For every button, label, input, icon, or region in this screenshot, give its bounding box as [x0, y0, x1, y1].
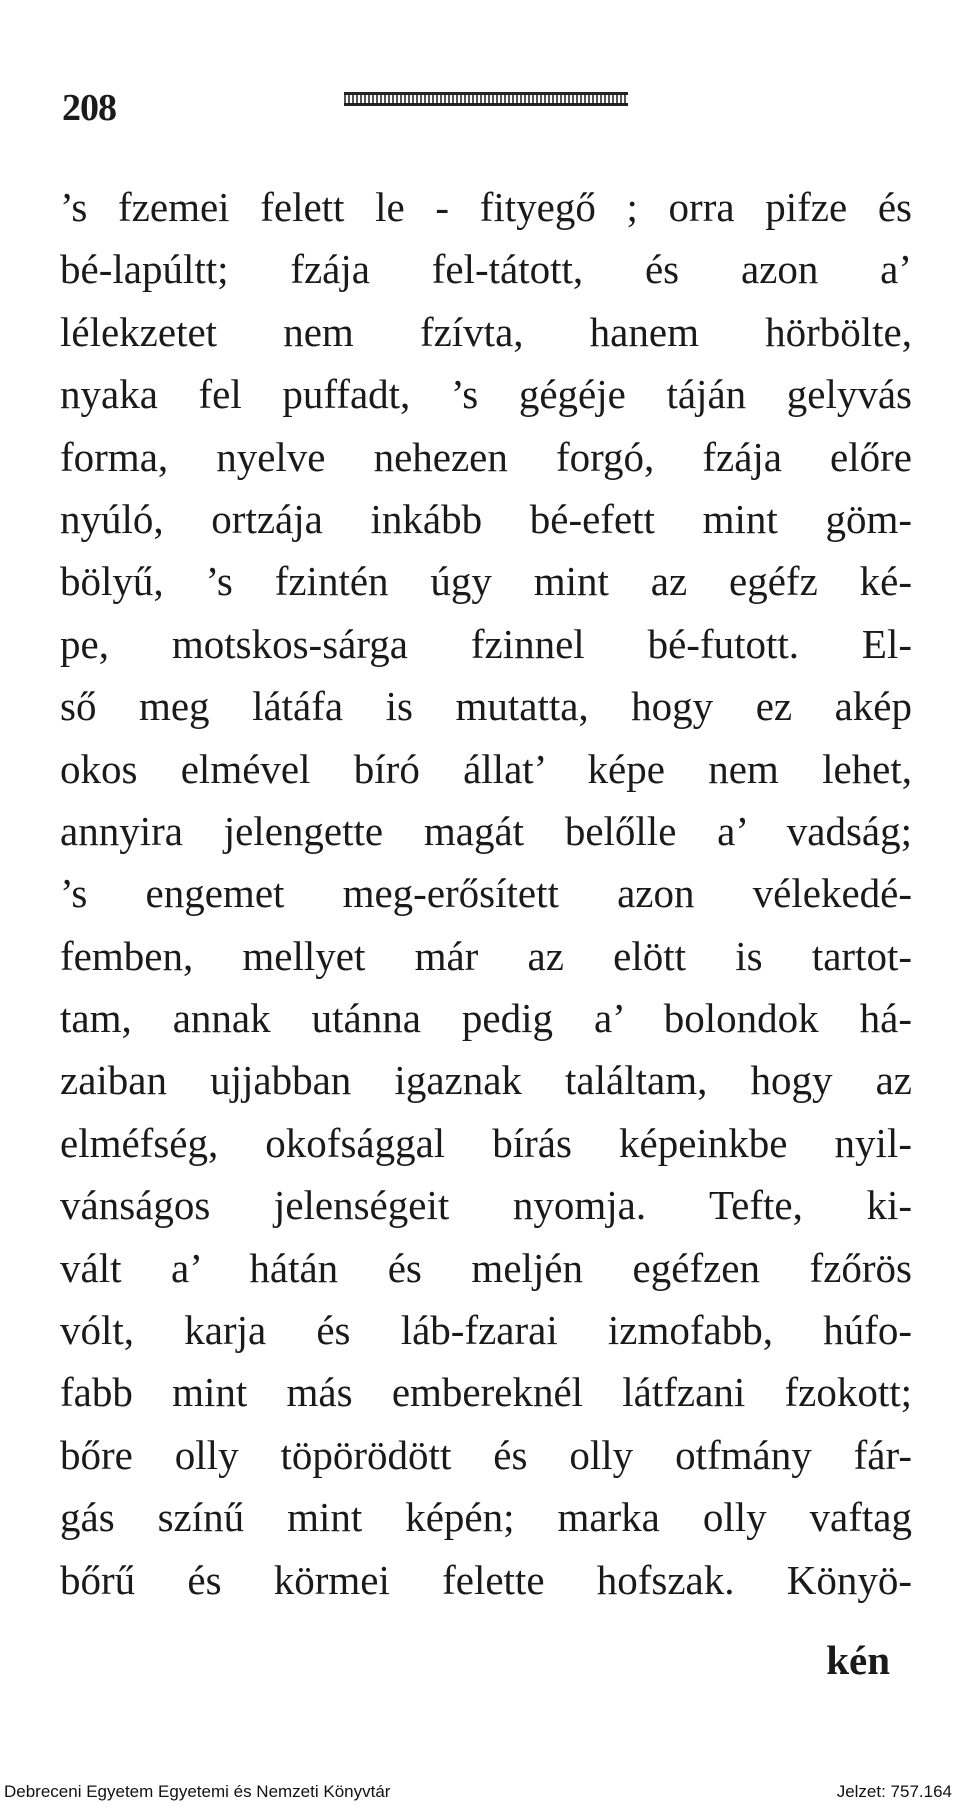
text-line: bölyű, ’s fzintén úgy mint az egéfz ké-: [60, 558, 912, 605]
text-line: annyira jelengette magát belőlle a’ vadság;: [60, 807, 912, 854]
catchword: kén: [826, 1637, 890, 1683]
text-line: bé-lapúltt; fzája fel-tátott, és azon a’: [60, 246, 912, 293]
text-line: tam, annak utánna pedig a’ bolondok há-: [60, 995, 912, 1042]
text-line: gás színű mint képén; marka olly vaftag: [60, 1494, 912, 1541]
text-line: femben, mellyet már az elött is tartot-: [60, 932, 912, 979]
text-line: lélekzetet nem fzívta, hanem hörbölte,: [60, 308, 912, 355]
text-line: bőrű és körmei felette hofszak. Könyö-: [60, 1556, 912, 1603]
text-line: ’s fzemei felett le - fityegő ; orra pifze és: [60, 184, 912, 230]
shelfmark: Jelzet: 757.164: [836, 1782, 952, 1801]
text-line: pe, motskos-sárga fzinnel bé-futott. El-: [60, 620, 912, 667]
body-text: [60, 176, 912, 1611]
text-line: nyaka fel puffadt, ’s gégéje táján gelyvás: [60, 371, 912, 418]
text-line: nyúló, ortzája inkább bé-efett mint göm-: [60, 495, 912, 542]
text-line: vált a’ hátán és meljén egéfzen fzőrös: [60, 1244, 912, 1291]
text-line: fabb mint más embereknél látfzani fzokott;: [60, 1369, 912, 1416]
text-line: vólt, karja és láb-fzarai izmofabb, húfo-: [60, 1307, 912, 1354]
text-line: zaiban ujjabban igaznak találtam, hogy az: [60, 1057, 912, 1104]
text-line: bőre olly töpörödött és olly otfmány fár-: [60, 1431, 912, 1478]
text-line: okos elmével bíró állat’ képe nem lehet,: [60, 745, 912, 792]
page-number: 208: [62, 87, 116, 129]
header-rule: [344, 92, 628, 106]
text-line: ső meg látáfa is mutatta, hogy ez akép: [60, 683, 912, 730]
text-line: elméfség, okofsággal bírás képeinkbe nyil-: [60, 1119, 912, 1166]
text-line: vánságos jelenségeit nyomja. Tefte, ki-: [60, 1182, 912, 1229]
text-line: ’s engemet meg-erősített azon vélekedé-: [60, 870, 912, 917]
library-credit: Debreceni Egyetem Egyetemi és Nemzeti Könyvtár: [4, 1782, 391, 1801]
text-line: forma, nyelve nehezen forgó, fzája előre: [60, 433, 912, 480]
